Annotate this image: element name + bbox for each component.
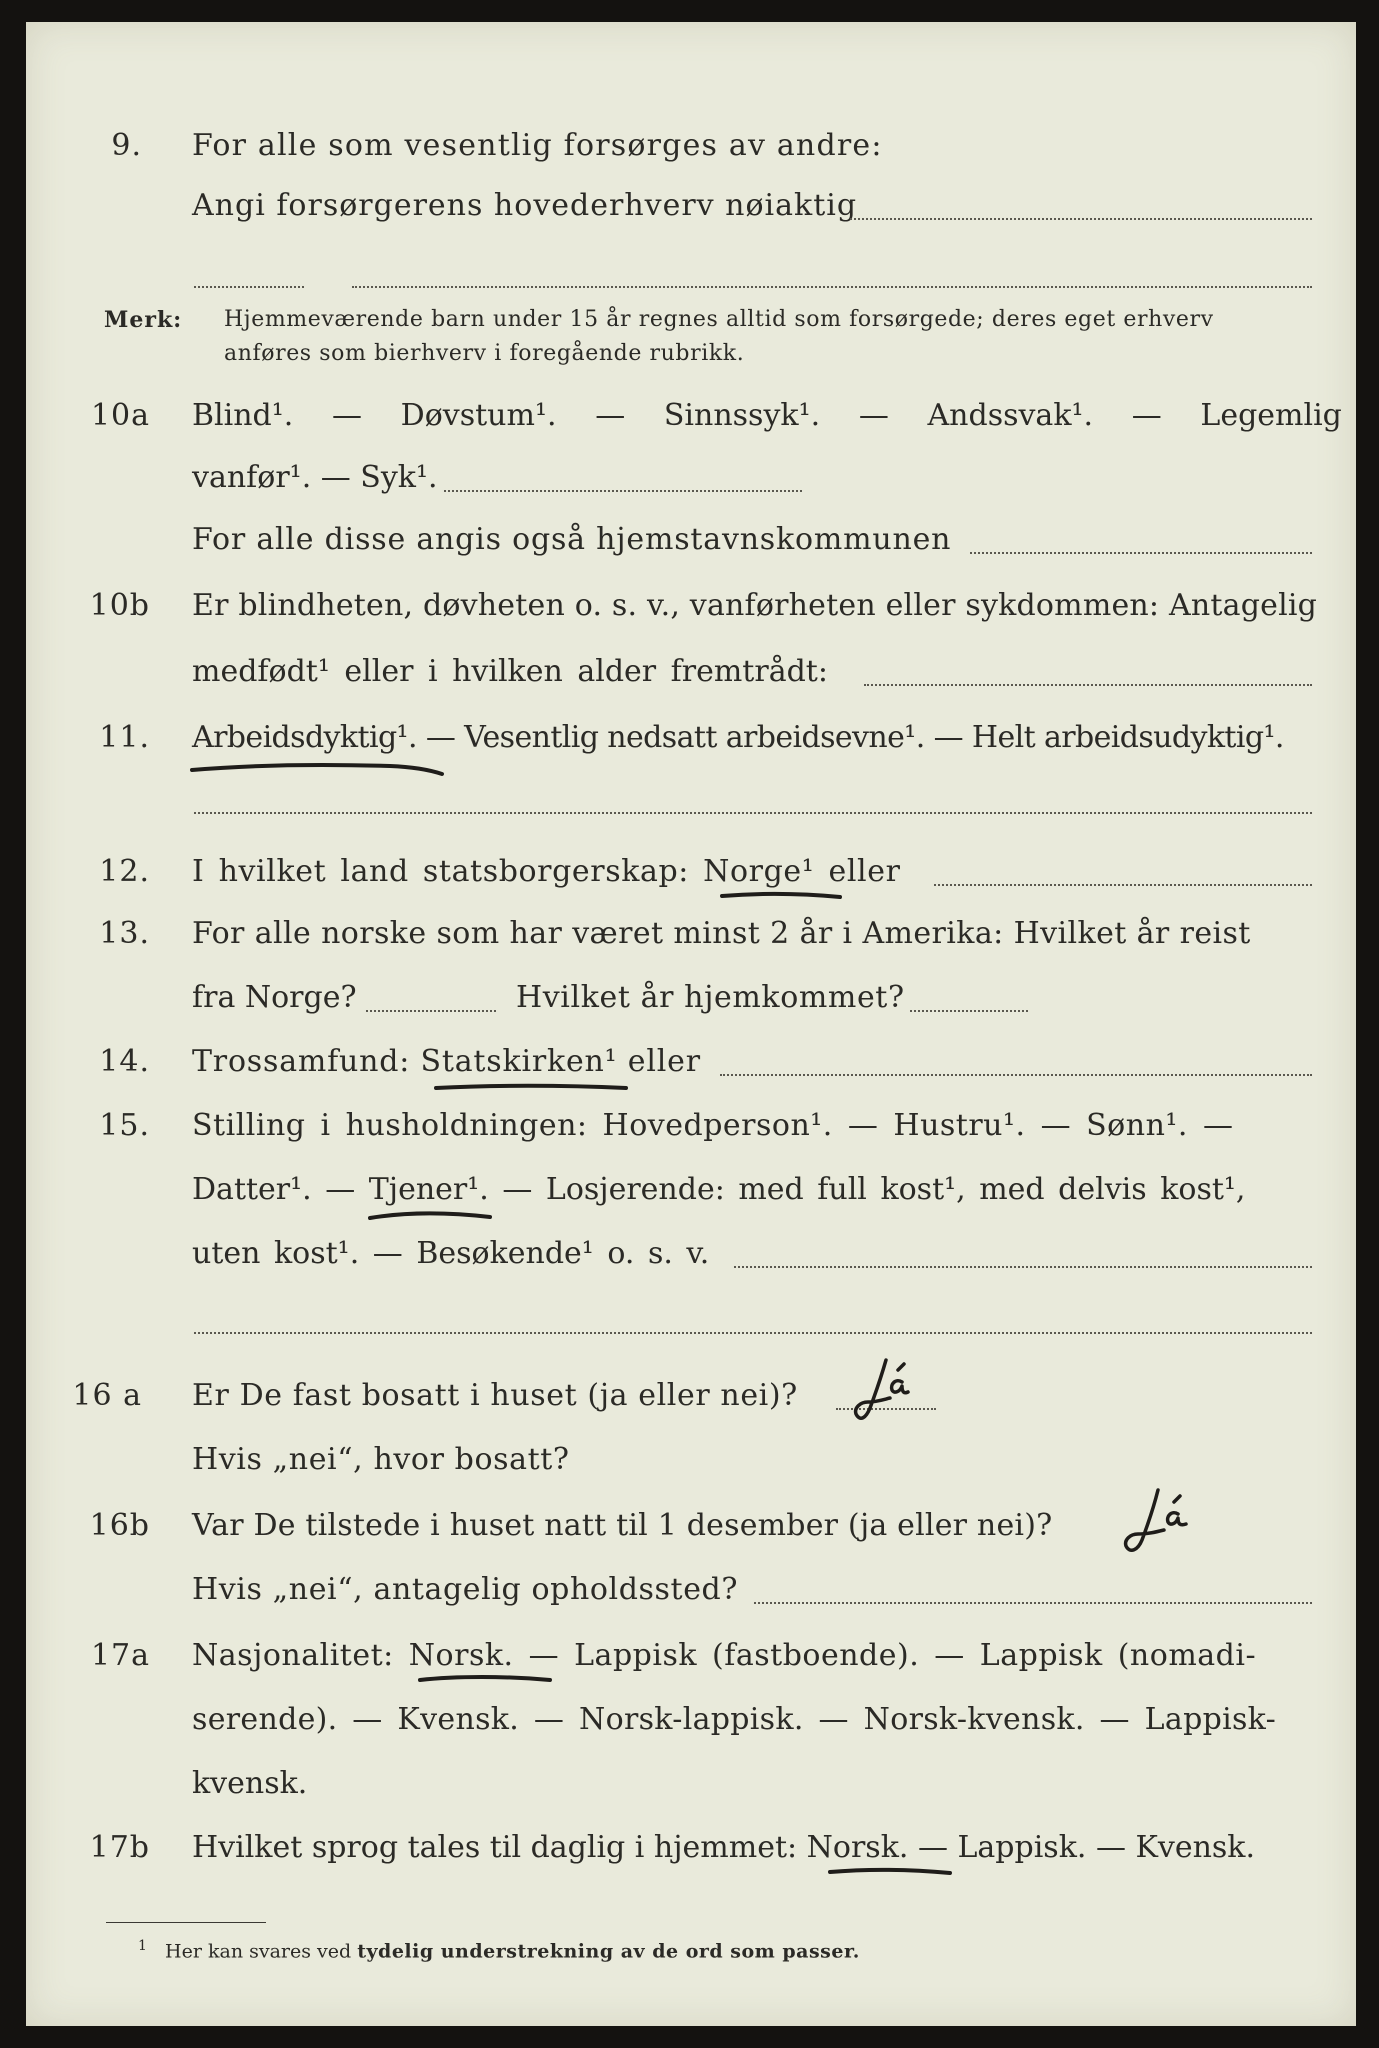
q17b-number: 17b bbox=[89, 1830, 150, 1865]
q10a-dash-3: — bbox=[858, 398, 889, 433]
q12-answer-line[interactable] bbox=[934, 884, 1312, 886]
q10a-opt-sinnssyk: Sinnssyk¹. bbox=[663, 398, 821, 433]
q9-text: For alle som vesentlig forsørges av andre: bbox=[192, 128, 883, 163]
q16a-handwritten-answer bbox=[846, 1352, 926, 1432]
q13-number: 13. bbox=[99, 916, 150, 951]
q10a-opt-legemlig: Legemlig bbox=[1200, 398, 1342, 433]
footnote bbox=[138, 1934, 860, 1963]
q17a-text-2: serende). — Kvensk. — Norsk-lappisk. — Norsk-kvensk. — Lappisk- bbox=[192, 1702, 1277, 1737]
q10a-number: 10a bbox=[90, 398, 150, 433]
q12-number: 12. bbox=[99, 854, 150, 889]
q13-reist-answer-line[interactable] bbox=[366, 1010, 496, 1012]
q14-number: 14. bbox=[99, 1044, 150, 1079]
q11-answer-line[interactable] bbox=[194, 812, 1312, 814]
q17a-number: 17a bbox=[90, 1638, 150, 1673]
q12-text: I hvilket land statsborgerskap: Norge¹ eller bbox=[192, 854, 901, 889]
q10b-text-2: medfødt¹ eller i hvilken alder fremtrådt: bbox=[192, 654, 828, 689]
q15-answer-line-2[interactable] bbox=[194, 1332, 1312, 1334]
q14-answer-line[interactable] bbox=[720, 1074, 1312, 1076]
q10b-answer-line[interactable] bbox=[864, 684, 1312, 686]
q15-answer-underline bbox=[366, 1208, 496, 1226]
q15-text-3: uten kost¹. — Besøkende¹ o. s. v. bbox=[192, 1236, 710, 1271]
q13-text: For alle norske som har været minst 2 år i Amerika: Hvilket år reist bbox=[192, 916, 1251, 951]
q10a-text-2: vanfør¹. — Syk¹. bbox=[192, 460, 438, 495]
q10a-opt-blind: Blind¹. bbox=[192, 398, 294, 433]
q11-text: Arbeidsdyktig¹. — Vesentlig nedsatt arbeidsevne¹. — Helt arbeidsudyktig¹. bbox=[192, 720, 1284, 755]
merk-label: Merk: bbox=[104, 307, 183, 333]
q10a-syk-answer-line[interactable] bbox=[444, 490, 802, 492]
q11-number: 11. bbox=[99, 720, 150, 755]
q16b-answer-line[interactable] bbox=[754, 1602, 1312, 1604]
q15-text-2: Datter¹. — Tjener¹. — Losjerende: med full kost¹, med delvis kost¹, bbox=[192, 1172, 1246, 1207]
q16a-number: 16 a bbox=[72, 1378, 142, 1413]
q10b-number: 10b bbox=[89, 588, 150, 623]
q13-text-2b: Hvilket år hjemkommet? bbox=[516, 980, 905, 1015]
q10a-text-3: For alle disse angis også hjemstavnskommunen bbox=[192, 522, 952, 557]
q17a-text-3: kvensk. bbox=[192, 1766, 308, 1801]
q13-hjemkommet-answer-line[interactable] bbox=[910, 1010, 1028, 1012]
q9-answer-line-2b[interactable] bbox=[352, 286, 1312, 288]
q10a-kommune-answer-line[interactable] bbox=[970, 552, 1312, 554]
q10a-dash-1: — bbox=[332, 398, 362, 433]
q17a-text: Nasjonalitet: Norsk. — Lappisk (fastboende). — Lappisk (nomadi- bbox=[192, 1638, 1257, 1673]
q16a-text-2: Hvis „nei“, hvor bosatt? bbox=[192, 1442, 570, 1477]
footnote-separator bbox=[106, 1922, 266, 1923]
q17a-answer-underline bbox=[416, 1672, 556, 1688]
q10a-dash-2: — bbox=[595, 398, 626, 433]
q17b-answer-underline bbox=[826, 1864, 956, 1880]
merk-text-2: anføres som bierhverv i foregående rubrikk. bbox=[224, 341, 745, 366]
q12-answer-underline bbox=[718, 888, 848, 904]
q9-number: 9. bbox=[111, 128, 142, 163]
q10a-opt-dovstum: Døvstum¹. bbox=[400, 398, 557, 433]
q15-answer-line[interactable] bbox=[734, 1266, 1312, 1268]
merk-text-1: Hjemmeværende barn under 15 år regnes alltid som forsørgede; deres eget erhverv bbox=[224, 307, 1214, 332]
footnote-text-b: tydelig understrekning av de ord som passer. bbox=[357, 1940, 860, 1963]
q16b-number: 16b bbox=[89, 1508, 150, 1543]
q14-text: Trossamfund: Statskirken¹ eller bbox=[192, 1044, 701, 1079]
footnote-text-a: Her kan svares ved bbox=[165, 1940, 352, 1963]
q17b-text: Hvilket sprog tales til daglig i hjemmet: Norsk. — Lappisk. — Kvensk. bbox=[192, 1830, 1256, 1865]
q9-answer-line-2a[interactable] bbox=[194, 286, 304, 288]
q14-answer-underline bbox=[432, 1080, 632, 1096]
q10a-dash-4: — bbox=[1131, 398, 1162, 433]
q11-answer-underline bbox=[190, 760, 450, 780]
q15-text: Stilling i husholdningen: Hovedperson¹. — Hustru¹. — Sønn¹. — bbox=[192, 1108, 1234, 1143]
q16b-handwritten-answer bbox=[1112, 1482, 1208, 1562]
q9-text-2: Angi forsørgerens hovederhverv nøiaktig bbox=[192, 188, 858, 223]
footnote-mark: 1 bbox=[138, 1938, 147, 1954]
q15-number: 15. bbox=[99, 1108, 150, 1143]
q10b-text: Er blindheten, døvheten o. s. v., vanførheten eller sykdommen: Antagelig bbox=[192, 588, 1318, 623]
q10a-options bbox=[192, 396, 1342, 436]
q10a-opt-andssvak: Andssvak¹. bbox=[927, 398, 1094, 433]
q16b-text: Var De tilstede i huset natt til 1 desember (ja eller nei)? bbox=[192, 1508, 1053, 1543]
q13-text-2a: fra Norge? bbox=[192, 980, 357, 1015]
q16a-text: Er De fast bosatt i huset (ja eller nei)? bbox=[192, 1378, 798, 1413]
census-form-page bbox=[26, 22, 1356, 2026]
q16b-text-2: Hvis „nei“, antagelig opholdssted? bbox=[192, 1572, 739, 1607]
q9-answer-line[interactable] bbox=[850, 218, 1312, 220]
